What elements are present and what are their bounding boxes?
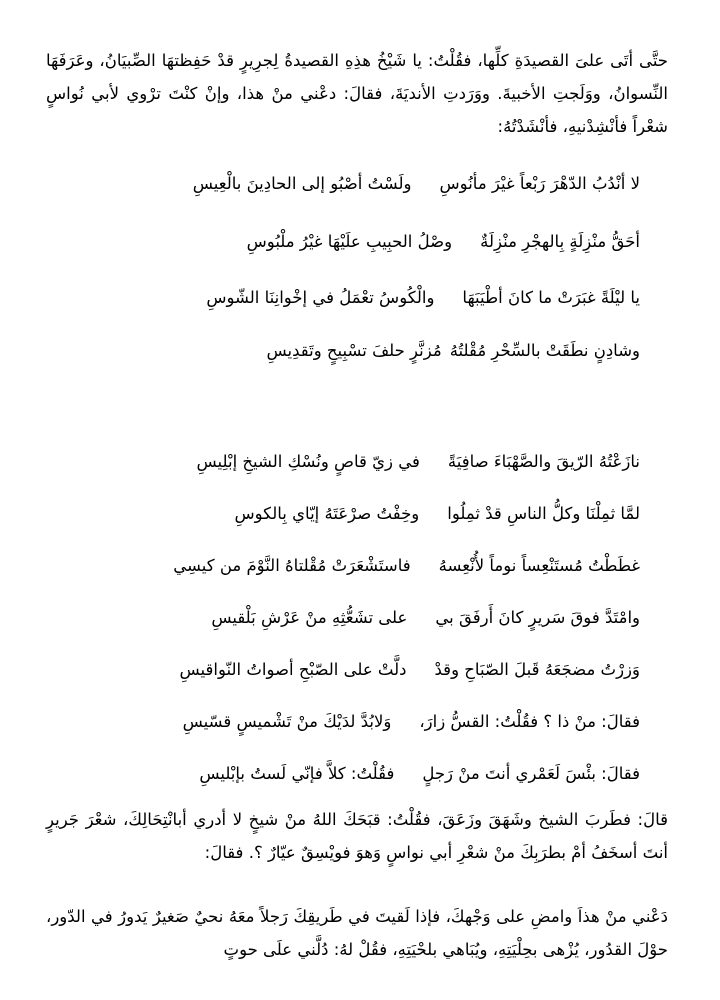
verse-first-hemistich: لا أنْدُبُ الدّهْرَ رَبْعاً غيْرَ مأنُوسِ <box>439 174 640 193</box>
verse-line <box>120 502 640 526</box>
verse-line <box>120 230 640 254</box>
verse-line <box>120 450 640 474</box>
verse-first-hemistich: وشادِنٍ نطَقَتْ بالسِّحْرِ مُقْلتُهُ <box>449 341 640 360</box>
verse-first-hemistich: غطَطْتُ مُستَنْعِساً نوماً لأُنْعِسهُ <box>438 556 640 575</box>
verse-first-hemistich: نازَعْتُهُ الرّيقَ والصَّهْبَاءَ صافِيَةً <box>447 452 640 471</box>
verse-line <box>120 339 640 363</box>
verse-line <box>120 286 640 310</box>
verse-second-hemistich: في زيّ قاصٍ ونُسْكِ الشيخِ إبْلِيسِ <box>196 452 420 471</box>
verse-line <box>120 658 640 682</box>
verse-first-hemistich: أحَقُّ منْزِلَةٍ بِالهجْرِ منْزِلَةٌ <box>480 232 640 251</box>
verse-line <box>120 554 640 578</box>
verse-second-hemistich: مُزنَّرٍ حلفَ تسْبِيحٍ وتَقدِيسِ <box>266 341 442 360</box>
verse-second-hemistich: دلَّتْ على الصّبْحِ أصواتُ النّواقيسِ <box>179 660 407 679</box>
verse-line <box>120 606 640 630</box>
verse-second-hemistich: ولَسْتُ أصْبُو إلى الحادِينَ بالْعِيسِ <box>192 174 412 193</box>
verse-first-hemistich: فقالَ: بئْسَ لَعَمْري أنتَ منْ رَجلٍ <box>422 764 640 783</box>
verse-line <box>120 762 640 786</box>
verse-second-hemistich: والْكُوسُ تعْمَلُ في إخْوانِنَا الشّوسِ <box>206 288 435 307</box>
verse-second-hemistich: على تشَعُّثِهِ منْ عَرْشِ بَلْقيسِ <box>211 608 408 627</box>
opening-paragraph: حتَّى أتَى علىَ القصيدَةِ كلِّها، فقُلْتُ: يا شَيْخُ هذِهِ القصيدةُ لِجرِيرٍ قدْ حَفِظتهَا الصِّبيَانُ، وعَرَفَهَا النِّسوانُ، ووَلَجتِ الأخبيةَ. ووَرَدتِ الأنديَةَ، فقالَ: دعْني منْ هذا، وإنْ كنْتَ ترْوي لأبي نُواسٍ شعْراً فأنْشِدْنيهِ، فأنْشَدْتُهُ: <box>46 51 668 136</box>
verse-second-hemistich: فقُلْتُ: كلاَّ فإنّي لَستُ بإبْليسِ <box>199 764 395 783</box>
verse-line <box>120 710 640 734</box>
verse-first-hemistich: فقالَ: منْ ذا ؟ فقُلْتُ: القسُّ زارَ، <box>419 712 640 731</box>
narrative-paragraph: قالَ: فطَربَ الشيخ وشَهَقَ وزَعَقَ، فقُلْتُ: قبَحَكَ اللهُ منْ شيخٍ لا أدري أبانْتِحَالِكَ، شعْرَ جَريرٍ أنتَ أسخَفُ أمْ بطرَبِكَ منْ شعْرِ أبي نواسٍ وَهوَ فويْسِقٌ عيّارٌ ؟. فقالَ: <box>46 810 668 862</box>
verse-first-hemistich: وَزرْتُ مضجَعَهُ قَبلَ الصّبَاحِ وقدْ <box>434 660 640 679</box>
verse-second-hemistich: وخِفْتُ صرْعَتَهُ إيّاي بِالكوسِ <box>234 504 420 523</box>
closing-paragraph: دَعْني منْ هذاَ وامضِ على وَجْهكَ، فإذا لَقيتَ في طَريقِكَ رَجلاً معَهُ نحيٌ صَغيرٌ يَدورُ في الدّور، حوْلَ القدُور، يُزْهى بحِلْيَتِهِ، ويُبَاهي بلحْيَتِهِ، فقُلْ لهُ: دُلَّني علَى حوتٍ <box>46 907 668 959</box>
verse-first-hemistich: لمَّا ثمِلْنَا وكلُّ الناسِ قدْ ثمِلُوا <box>447 504 640 523</box>
verse-first-hemistich: وامْتَدَّ فوقَ سَريرٍ كانَ أَرفَقَ بي <box>435 608 640 627</box>
verse-second-hemistich: وَلابُدَّ لدَيْكَ منْ تَشْميسٍ قسّيسِ <box>182 712 392 731</box>
verse-second-hemistich: فاستَشْعَرَتْ مُقْلتاهُ النَّوْمَ من كيسِي <box>173 556 411 575</box>
verse-second-hemistich: وصْلُ الحبِيبِ علَيْهَا غيْرُ ملْبُوسِ <box>246 232 453 251</box>
verse-first-hemistich: يا ليْلَةً غبَرَتْ ما كانَ أطْيَبَهَا <box>462 288 640 307</box>
verse-line <box>120 172 640 196</box>
